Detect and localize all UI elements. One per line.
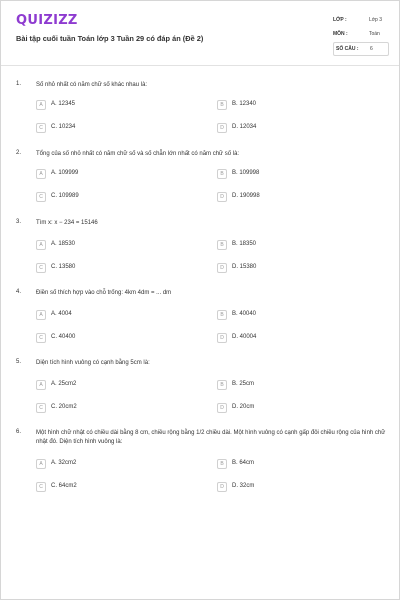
meta-class-value: Lớp 3 [369, 17, 383, 23]
question-text: Tổng của số nhỏ nhất có năm chữ số và số chẵn lớn nhất có năm chữ số là: [36, 151, 240, 157]
option-text: C. 13580 [51, 264, 76, 270]
option-text: D. 20cm [232, 404, 255, 410]
question-number: 5. [16, 359, 22, 365]
option-text: A. 109999 [51, 170, 79, 176]
meta-class-label: LỚP : [333, 17, 347, 23]
option-text: D. 190998 [232, 193, 260, 199]
option-text: C. 10234 [51, 124, 76, 130]
meta-count-label: SỐ CÂU : [336, 46, 359, 52]
option-letter-box: C [36, 263, 46, 273]
option-letter-box: A [36, 310, 46, 320]
option-text: B. 109998 [232, 170, 260, 176]
option-text: B. 12340 [232, 101, 257, 107]
option-letter-box: D [217, 123, 227, 133]
option-text: D. 32cm [232, 483, 255, 489]
option-text: B. 25cm [232, 381, 255, 387]
option-letter-box: C [36, 403, 46, 413]
option-text: B. 64cm [232, 460, 255, 466]
option-text: A. 18530 [51, 241, 76, 247]
option-letter-box: B [217, 100, 227, 110]
question-number: 4. [16, 289, 22, 295]
option-text: B. 40040 [232, 311, 257, 317]
option-letter-box: D [217, 333, 227, 343]
option-letter-box: A [36, 459, 46, 469]
question-number: 2. [16, 150, 22, 156]
meta-count [333, 42, 389, 56]
question-text: Số nhỏ nhất có năm chữ số khác nhau là: [36, 82, 148, 88]
option-letter-box: B [217, 459, 227, 469]
option-letter-box: A [36, 240, 46, 250]
option-letter-box: B [217, 240, 227, 250]
option-text: D. 15380 [232, 264, 257, 270]
meta-subject [333, 27, 389, 41]
option-letter-box: C [36, 192, 46, 202]
option-text: A. 12345 [51, 101, 76, 107]
meta-subject-label: MÔN : [333, 31, 348, 37]
meta-class [333, 13, 389, 27]
question-number: 6. [16, 429, 22, 435]
question-number: 1. [16, 81, 22, 87]
header-divider [1, 65, 399, 66]
worksheet-meta [333, 13, 389, 56]
option-letter-box: A [36, 380, 46, 390]
option-letter-box: A [36, 169, 46, 179]
option-text: C. 64cm2 [51, 483, 77, 489]
option-text: B. 18350 [232, 241, 257, 247]
option-letter-box: C [36, 123, 46, 133]
option-letter-box: C [36, 333, 46, 343]
option-letter-box: D [217, 403, 227, 413]
quizizz-logo: QUIZIZZ [16, 13, 78, 28]
option-text: A. 32cm2 [51, 460, 77, 466]
option-text: D. 12034 [232, 124, 257, 130]
option-letter-box: B [217, 310, 227, 320]
question-text: Một hình chữ nhật có chiều dài bằng 8 cm, chiều rộng bằng 1/2 chiều dài. Một hình vuông có cạnh gấp đôi chiều rộng của hình chữ nhật đó. Diện tích hình vuông là: [36, 430, 386, 445]
option-letter-box: C [36, 482, 46, 492]
option-letter-box: D [217, 482, 227, 492]
question-text: Điền số thích hợp vào chỗ trống: 4km 4dm = ... dm [36, 290, 172, 296]
option-text: C. 40400 [51, 334, 76, 340]
option-letter-box: D [217, 263, 227, 273]
option-letter-box: B [217, 169, 227, 179]
question-text: Tìm x: x − 234 = 15146 [36, 220, 98, 226]
option-text: D. 40004 [232, 334, 257, 340]
question-number: 3. [16, 219, 22, 225]
worksheet-title: Bài tập cuối tuần Toán lớp 3 Tuần 29 có đáp án (Đề 2) [16, 34, 204, 43]
option-letter-box: A [36, 100, 46, 110]
meta-subject-value: Toán [369, 31, 380, 37]
option-text: A. 25cm2 [51, 381, 77, 387]
meta-count-value: 6 [370, 46, 373, 52]
question-text: Diện tích hình vuông có cạnh bằng 5cm là: [36, 360, 150, 366]
option-text: A. 4004 [51, 311, 72, 317]
option-text: C. 109989 [51, 193, 79, 199]
option-text: C. 20cm2 [51, 404, 77, 410]
option-letter-box: D [217, 192, 227, 202]
option-letter-box: B [217, 380, 227, 390]
